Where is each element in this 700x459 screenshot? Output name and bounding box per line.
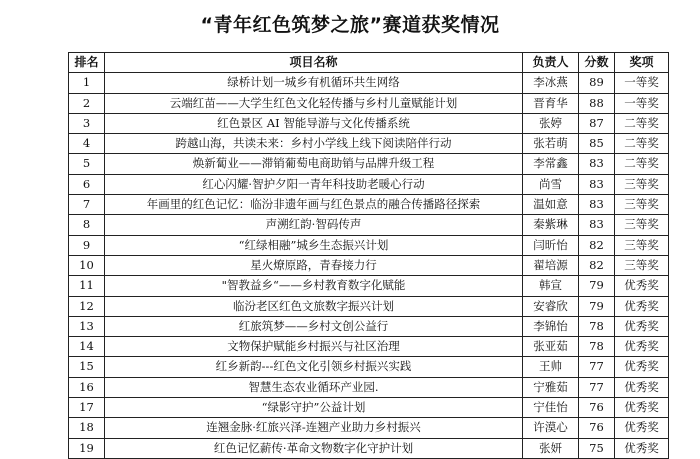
table-row <box>69 235 669 255</box>
project-name-cell: 红色景区 AI 智能导游与文化传播系统 <box>105 113 523 133</box>
project-name-cell: 声溯红韵·智码传声 <box>105 215 523 235</box>
rank-cell: 11 <box>69 276 105 296</box>
table-row <box>69 195 669 215</box>
score-cell: 78 <box>579 337 615 357</box>
table-row <box>69 316 669 336</box>
table-row <box>69 276 669 296</box>
score-cell: 79 <box>579 296 615 316</box>
header-person-in-charge: 负责人 <box>523 53 579 73</box>
person-in-charge-cell: 张婷 <box>523 113 579 133</box>
award-cell: 一等奖 <box>615 93 669 113</box>
project-name-cell: 连翘金脉·红旅兴泽-连翘产业助力乡村振兴 <box>105 418 523 438</box>
project-name-cell: 绿桥计划一城乡有机循环共生网络 <box>105 73 523 93</box>
score-cell: 82 <box>579 255 615 275</box>
table-row <box>69 357 669 377</box>
project-name-cell: 焕新蔔业——滞销葡萄电商助销与品牌升级工程 <box>105 154 523 174</box>
score-cell: 82 <box>579 235 615 255</box>
score-cell: 83 <box>579 154 615 174</box>
project-name-cell: 红旅筑梦——乡村文创公益行 <box>105 316 523 336</box>
person-in-charge-cell: 闫昕怡 <box>523 235 579 255</box>
score-cell: 76 <box>579 398 615 418</box>
table-row <box>69 154 669 174</box>
person-in-charge-cell: 尚雪 <box>523 174 579 194</box>
award-cell: 一等奖 <box>615 73 669 93</box>
rank-cell: 6 <box>69 174 105 194</box>
score-cell: 75 <box>579 438 615 458</box>
score-cell: 83 <box>579 195 615 215</box>
score-cell: 89 <box>579 73 615 93</box>
rank-cell: 12 <box>69 296 105 316</box>
award-cell: 二等奖 <box>615 113 669 133</box>
table-body <box>69 73 669 459</box>
project-name-cell: “红绿相融”城乡生态振兴计划 <box>105 235 523 255</box>
award-cell: 优秀奖 <box>615 296 669 316</box>
project-name-cell: 红色记忆薪传·革命文物数字化守护计划 <box>105 438 523 458</box>
header-award: 奖项 <box>615 53 669 73</box>
person-in-charge-cell: 温如意 <box>523 195 579 215</box>
person-in-charge-cell: 晋育华 <box>523 93 579 113</box>
rank-cell: 15 <box>69 357 105 377</box>
award-cell: 二等奖 <box>615 154 669 174</box>
person-in-charge-cell: 李常鑫 <box>523 154 579 174</box>
table-header-row <box>69 53 669 73</box>
score-cell: 78 <box>579 316 615 336</box>
project-name-cell: 临汾老区红色文旅数字振兴计划 <box>105 296 523 316</box>
score-cell: 76 <box>579 418 615 438</box>
table-row <box>69 113 669 133</box>
score-cell: 83 <box>579 174 615 194</box>
rank-cell: 13 <box>69 316 105 336</box>
score-cell: 77 <box>579 377 615 397</box>
award-cell: 优秀奖 <box>615 337 669 357</box>
project-name-cell: 星火燎原路，青春接力行 <box>105 255 523 275</box>
rank-cell: 10 <box>69 255 105 275</box>
table-row <box>69 418 669 438</box>
table-row <box>69 377 669 397</box>
rank-cell: 9 <box>69 235 105 255</box>
person-in-charge-cell: 李锦怡 <box>523 316 579 336</box>
rank-cell: 2 <box>69 93 105 113</box>
header-rank: 排名 <box>69 53 105 73</box>
project-name-cell: 跨越山海，共读未来：乡村小学线上线下阅读陪伴行动 <box>105 134 523 154</box>
award-cell: 三等奖 <box>615 255 669 275</box>
score-cell: 85 <box>579 134 615 154</box>
award-cell: 优秀奖 <box>615 316 669 336</box>
award-cell: 三等奖 <box>615 195 669 215</box>
award-cell: 三等奖 <box>615 174 669 194</box>
award-cell: 优秀奖 <box>615 377 669 397</box>
project-name-cell: “绿影守护”公益计划 <box>105 398 523 418</box>
score-cell: 79 <box>579 276 615 296</box>
person-in-charge-cell: 宁佳怡 <box>523 398 579 418</box>
rank-cell: 17 <box>69 398 105 418</box>
table-row <box>69 73 669 93</box>
rank-cell: 7 <box>69 195 105 215</box>
score-cell: 77 <box>579 357 615 377</box>
award-cell: 优秀奖 <box>615 398 669 418</box>
score-cell: 88 <box>579 93 615 113</box>
award-cell: 优秀奖 <box>615 438 669 458</box>
rank-cell: 19 <box>69 438 105 458</box>
rank-cell: 3 <box>69 113 105 133</box>
person-in-charge-cell: 张若萌 <box>523 134 579 154</box>
person-in-charge-cell: 许漠心 <box>523 418 579 438</box>
table-row <box>69 174 669 194</box>
project-name-cell: 云端红苗——大学生红色文化轻传播与乡村儿童赋能计划 <box>105 93 523 113</box>
award-cell: 二等奖 <box>615 134 669 154</box>
project-name-cell: 年画里的红色记忆：临汾非遗年画与红色景点的融合传播路径探索 <box>105 195 523 215</box>
award-cell: 优秀奖 <box>615 276 669 296</box>
award-cell: 优秀奖 <box>615 357 669 377</box>
project-name-cell: 文物保护赋能乡村振兴与社区治理 <box>105 337 523 357</box>
person-in-charge-cell: 王帅 <box>523 357 579 377</box>
table-row <box>69 438 669 458</box>
person-in-charge-cell: 安睿欣 <box>523 296 579 316</box>
table-row <box>69 93 669 113</box>
document-title: “青年红色筑梦之旅”赛道获奖情况 <box>200 14 500 36</box>
rank-cell: 1 <box>69 73 105 93</box>
table-row <box>69 337 669 357</box>
project-name-cell: "智教益乡“——乡村教育数字化赋能 <box>105 276 523 296</box>
table-row <box>69 134 669 154</box>
header-score: 分数 <box>579 53 615 73</box>
person-in-charge-cell: 宁雅茹 <box>523 377 579 397</box>
table-row <box>69 215 669 235</box>
rank-cell: 14 <box>69 337 105 357</box>
rank-cell: 4 <box>69 134 105 154</box>
score-cell: 83 <box>579 215 615 235</box>
rank-cell: 8 <box>69 215 105 235</box>
awards-table <box>68 52 669 459</box>
person-in-charge-cell: 韩宣 <box>523 276 579 296</box>
table-row <box>69 255 669 275</box>
project-name-cell: 红心闪耀·智护夕阳一青年科技助老暖心行动 <box>105 174 523 194</box>
award-cell: 优秀奖 <box>615 418 669 438</box>
project-name-cell: 红乡新韵---红色文化引领乡村振兴实践 <box>105 357 523 377</box>
rank-cell: 5 <box>69 154 105 174</box>
score-cell: 87 <box>579 113 615 133</box>
person-in-charge-cell: 李冰燕 <box>523 73 579 93</box>
rank-cell: 16 <box>69 377 105 397</box>
person-in-charge-cell: 秦紫琳 <box>523 215 579 235</box>
person-in-charge-cell: 张亚茹 <box>523 337 579 357</box>
table-row <box>69 296 669 316</box>
award-cell: 三等奖 <box>615 235 669 255</box>
header-project-name: 项目名称 <box>105 53 523 73</box>
table-row <box>69 398 669 418</box>
person-in-charge-cell: 翟培源 <box>523 255 579 275</box>
rank-cell: 18 <box>69 418 105 438</box>
award-cell: 三等奖 <box>615 215 669 235</box>
project-name-cell: 智慧生态农业循环产业园. <box>105 377 523 397</box>
person-in-charge-cell: 张妍 <box>523 438 579 458</box>
